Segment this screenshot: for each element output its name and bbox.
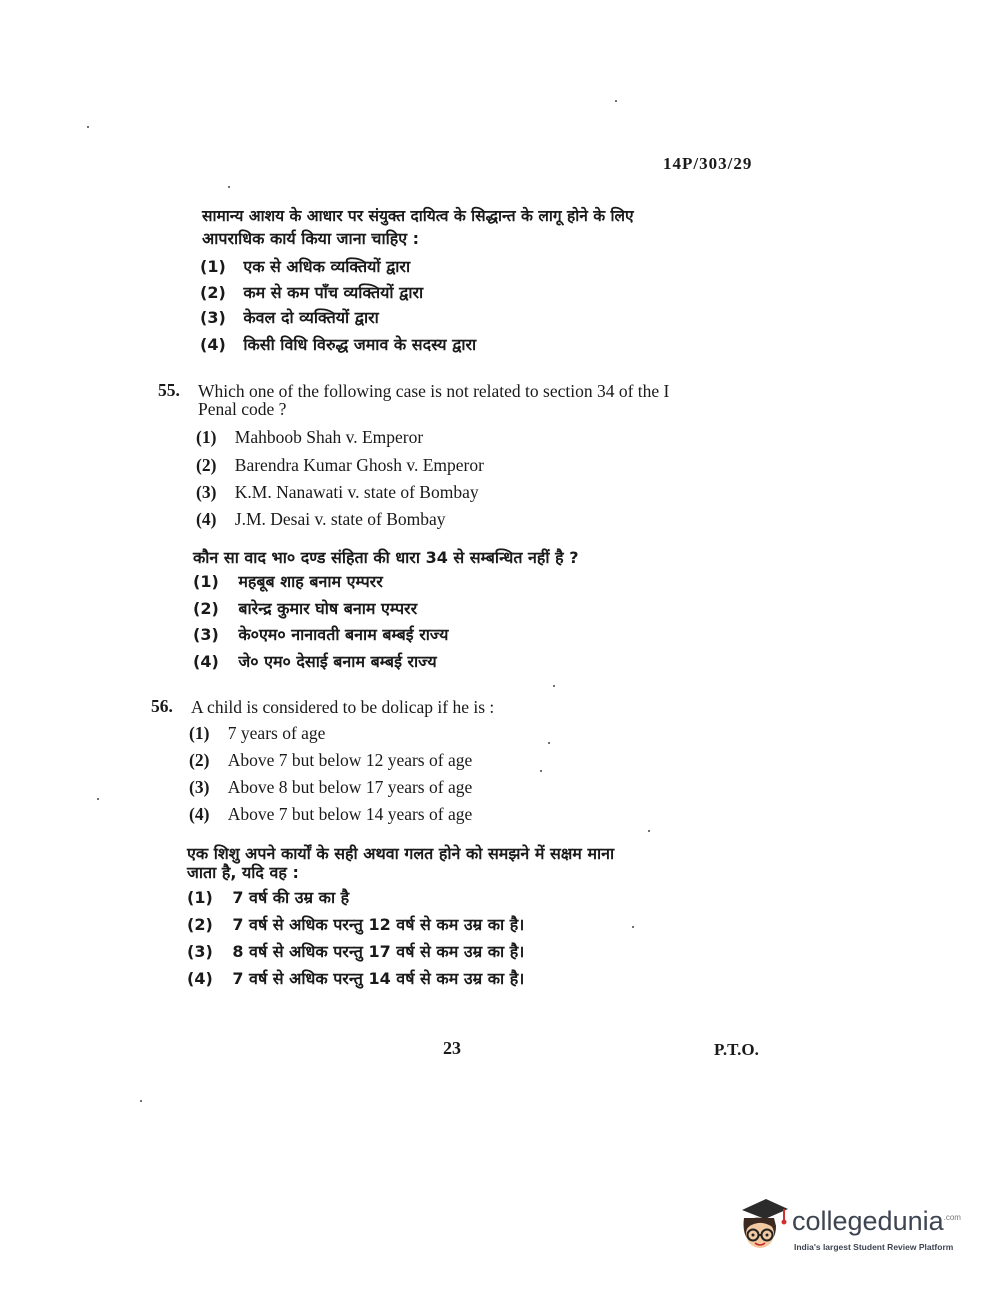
page-number: 23 (443, 1038, 461, 1058)
q55-hindi-option-4: (4) जे० एम० देसाई बनाम बम्बई राज्य (193, 652, 437, 671)
q56-stem: A child is considered to be dolicap if he is : (191, 697, 495, 717)
q56-hindi-option-2: (2) 7 वर्ष से अधिक परन्तु 12 वर्ष से कम उम्र का है। (187, 915, 525, 934)
q55-number: 55. (158, 380, 180, 400)
q54-hindi-option-4: (4) किसी विधि विरुद्ध जमाव के सदस्य द्वारा (200, 335, 477, 354)
q55-option-2: (2) Barendra Kumar Ghosh v. Emperor (196, 455, 484, 475)
q56-hindi-option-4: (4) 7 वर्ष से अधिक परन्तु 14 वर्ष से कम उम्र का है। (187, 969, 525, 988)
paper-code: 14P/303/29 (663, 154, 753, 173)
q55-hindi-option-1: (1) महबूब शाह बनाम एम्परर (193, 572, 383, 591)
q56-number: 56. (151, 696, 173, 716)
q55-stem-line2: Penal code ? (198, 399, 287, 419)
q56-option-1: (1) 7 years of age (189, 723, 326, 743)
q55-option-4: (4) J.M. Desai v. state of Bombay (196, 509, 446, 529)
collegedunia-logo (736, 1196, 961, 1258)
q56-hindi-stem-line2: जाता है, यदि वह : (187, 863, 299, 882)
q56-option-2: (2) Above 7 but below 12 years of age (189, 750, 473, 770)
q55-hindi-option-2: (2) बारेन्द्र कुमार घोष बनाम एम्परर (193, 599, 418, 618)
logo-tagline: India's largest Student Review Platform (794, 1242, 954, 1252)
q55-stem-line1: Which one of the following case is not related to section 34 of the I (198, 381, 670, 401)
q54-hindi-option-3: (3) केवल दो व्यक्तियों द्वारा (200, 308, 379, 327)
q56-option-3: (3) Above 8 but below 17 years of age (189, 777, 473, 797)
q54-hindi-option-2: (2) कम से कम पाँच व्यक्तियों द्वारा (200, 283, 424, 302)
q55-option-1: (1) Mahboob Shah v. Emperor (196, 427, 424, 447)
q55-option-3: (3) K.M. Nanawati v. state of Bombay (196, 482, 479, 502)
q56-hindi-stem-line1: एक शिशु अपने कार्यों के सही अथवा गलत होने को समझने में सक्षम माना (187, 844, 615, 863)
logo-wordmark: collegedunia$^{.com}$ (792, 1206, 961, 1236)
pto-label: P.T.O. (714, 1040, 759, 1059)
q56-hindi-option-1: (1) 7 वर्ष की उम्र का है (187, 888, 350, 907)
q54-hindi-stem-line1: सामान्य आशय के आधार पर संयुक्त दायित्व के सिद्धान्त के लागू होने के लिए (202, 207, 634, 225)
q55-hindi-stem: कौन सा वाद भा० दण्ड संहिता की धारा 34 से सम्बन्धित नहीं है ? (193, 548, 579, 567)
q56-hindi-option-3: (3) 8 वर्ष से अधिक परन्तु 17 वर्ष से कम उम्र का है। (187, 942, 525, 961)
student-mascot-icon (736, 1196, 790, 1254)
q55-hindi-option-3: (3) के०एम० नानावती बनाम बम्बई राज्य (193, 625, 449, 644)
q54-hindi-stem-line2: आपराधिक कार्य किया जाना चाहिए : (202, 229, 420, 248)
q54-hindi-option-1: (1) एक से अधिक व्यक्तियों द्वारा (200, 257, 411, 276)
q56-option-4: (4) Above 7 but below 14 years of age (189, 804, 473, 824)
